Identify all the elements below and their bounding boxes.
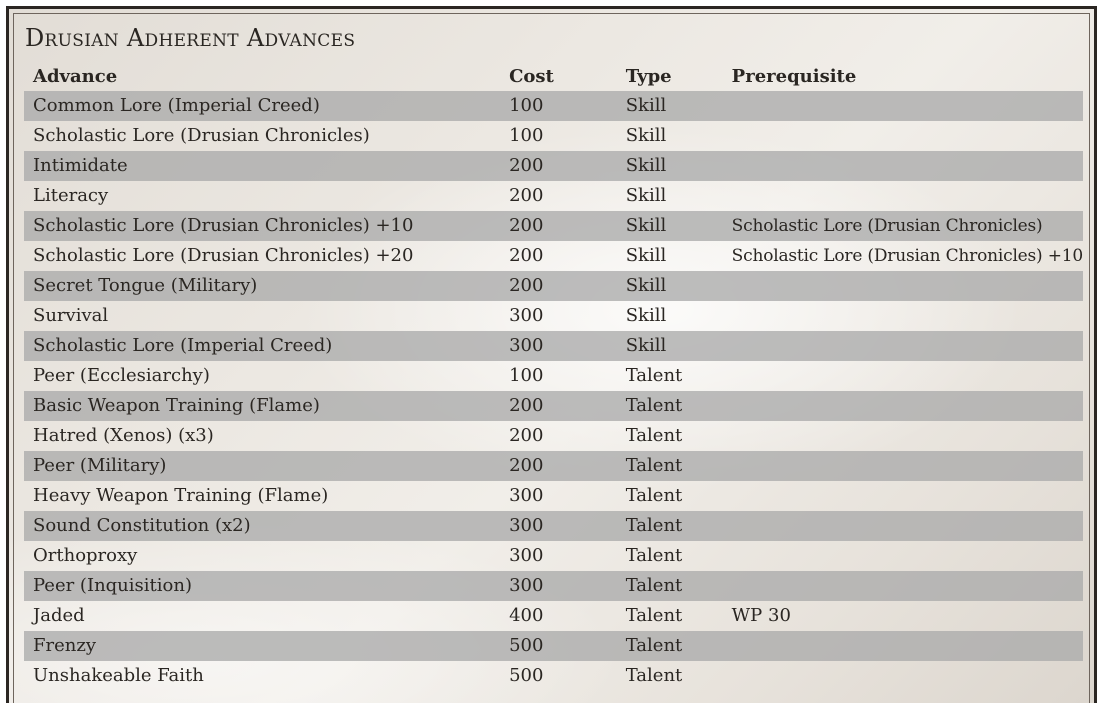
cell-type: Skill xyxy=(625,245,667,266)
cell-type: Skill xyxy=(617,271,723,301)
cell-advance: Scholastic Lore (Drusian Chronicles) +20 xyxy=(33,245,414,266)
cell-cost: 300 xyxy=(500,331,617,361)
cell-type: Talent xyxy=(625,545,683,566)
cell-advance: Orthoproxy xyxy=(33,545,138,566)
table-row xyxy=(24,661,1083,691)
table-row xyxy=(24,181,1083,211)
cell-prerequisite xyxy=(723,181,1083,211)
cell-type: Skill xyxy=(617,91,723,121)
table-row xyxy=(24,451,1083,481)
cell-advance: Peer (Inquisition) xyxy=(24,571,500,601)
cell-advance: Frenzy xyxy=(24,631,500,661)
cell-prerequisite xyxy=(723,541,1083,571)
advances-table xyxy=(24,63,1083,691)
cell-advance: Survival xyxy=(33,305,109,326)
cell-prerequisite xyxy=(723,331,1083,361)
cell-prerequisite xyxy=(723,571,1083,601)
cell-cost: 200 xyxy=(500,451,617,481)
column-header-advance: Advance xyxy=(33,66,118,87)
cell-advance: Unshakeable Faith xyxy=(33,665,204,686)
cell-cost: 200 xyxy=(500,151,617,181)
table-row xyxy=(24,121,1083,151)
parchment-panel xyxy=(6,6,1097,703)
cell-cost: 200 xyxy=(500,211,617,241)
cell-cost: 100 xyxy=(509,125,544,146)
cell-type: Talent xyxy=(625,365,683,386)
table-row xyxy=(24,511,1083,541)
cell-prerequisite xyxy=(723,91,1083,121)
table-row xyxy=(24,211,1083,241)
cell-prerequisite xyxy=(723,511,1083,541)
cell-type: Talent xyxy=(617,571,723,601)
cell-prerequisite xyxy=(723,631,1083,661)
cell-prerequisite xyxy=(723,421,1083,451)
cell-prerequisite: Scholastic Lore (Drusian Chronicles) +10 xyxy=(731,246,1083,266)
column-header-prerequisite: Prerequisite xyxy=(731,66,857,87)
table-row xyxy=(24,481,1083,511)
cell-advance: Peer (Military) xyxy=(24,451,500,481)
table-row xyxy=(24,601,1083,631)
cell-prerequisite xyxy=(723,271,1083,301)
table-row xyxy=(24,571,1083,601)
cell-prerequisite: WP 30 xyxy=(731,605,791,626)
cell-type: Talent xyxy=(617,451,723,481)
cell-type: Skill xyxy=(617,331,723,361)
cell-advance: Intimidate xyxy=(24,151,500,181)
cell-cost: 100 xyxy=(500,91,617,121)
cell-prerequisite xyxy=(723,151,1083,181)
column-header-cost: Cost xyxy=(509,66,554,87)
cell-advance: Literacy xyxy=(33,185,109,206)
table-row xyxy=(24,541,1083,571)
cell-prerequisite xyxy=(723,451,1083,481)
cell-type: Skill xyxy=(625,125,667,146)
cell-cost: 500 xyxy=(509,665,544,686)
cell-type: Talent xyxy=(617,511,723,541)
cell-prerequisite xyxy=(723,391,1083,421)
table-row xyxy=(24,151,1083,181)
cell-advance: Scholastic Lore (Drusian Chronicles) xyxy=(33,125,370,146)
cell-cost: 300 xyxy=(509,305,544,326)
cell-advance: Scholastic Lore (Drusian Chronicles) +10 xyxy=(24,211,500,241)
table-row xyxy=(24,241,1083,271)
table-row xyxy=(24,361,1083,391)
cell-advance: Jaded xyxy=(33,605,85,626)
cell-type: Skill xyxy=(625,305,667,326)
cell-type: Talent xyxy=(617,391,723,421)
table-title: Drusian Adherent Advances xyxy=(25,24,356,52)
cell-type: Talent xyxy=(625,425,683,446)
cell-cost: 400 xyxy=(509,605,544,626)
cell-cost: 200 xyxy=(509,185,544,206)
advances-table-body xyxy=(24,91,1083,691)
cell-type: Talent xyxy=(625,665,683,686)
cell-prerequisite xyxy=(723,361,1083,391)
cell-prerequisite xyxy=(723,661,1083,691)
cell-type: Skill xyxy=(617,211,723,241)
cell-type: Talent xyxy=(625,485,683,506)
table-row xyxy=(24,631,1083,661)
header-row xyxy=(24,63,1083,91)
table-row xyxy=(24,91,1083,121)
cell-advance: Basic Weapon Training (Flame) xyxy=(24,391,500,421)
table-row xyxy=(24,331,1083,361)
cell-advance: Sound Constitution (x2) xyxy=(24,511,500,541)
cell-advance: Secret Tongue (Military) xyxy=(24,271,500,301)
cell-type: Skill xyxy=(617,151,723,181)
cell-advance: Scholastic Lore (Imperial Creed) xyxy=(24,331,500,361)
cell-advance: Common Lore (Imperial Creed) xyxy=(24,91,500,121)
cell-cost: 300 xyxy=(509,545,544,566)
cell-cost: 500 xyxy=(500,631,617,661)
table-row xyxy=(24,271,1083,301)
column-header-type: Type xyxy=(625,66,672,87)
cell-cost: 200 xyxy=(500,271,617,301)
cell-prerequisite xyxy=(723,121,1083,151)
cell-prerequisite xyxy=(723,301,1083,331)
cell-cost: 300 xyxy=(509,485,544,506)
table-row xyxy=(24,301,1083,331)
table-row xyxy=(24,391,1083,421)
table-row xyxy=(24,421,1083,451)
cell-cost: 300 xyxy=(500,571,617,601)
cell-type: Talent xyxy=(617,631,723,661)
cell-type: Skill xyxy=(625,185,667,206)
cell-cost: 200 xyxy=(500,391,617,421)
cell-advance: Hatred (Xenos) (x3) xyxy=(33,425,214,446)
cell-advance: Peer (Ecclesiarchy) xyxy=(33,365,210,386)
cell-cost: 100 xyxy=(509,365,544,386)
cell-cost: 300 xyxy=(500,511,617,541)
cell-prerequisite: Scholastic Lore (Drusian Chronicles) xyxy=(723,211,1083,241)
cell-cost: 200 xyxy=(509,245,544,266)
cell-cost: 200 xyxy=(509,425,544,446)
cell-type: Talent xyxy=(625,605,683,626)
cell-advance: Heavy Weapon Training (Flame) xyxy=(33,485,329,506)
cell-prerequisite xyxy=(723,481,1083,511)
